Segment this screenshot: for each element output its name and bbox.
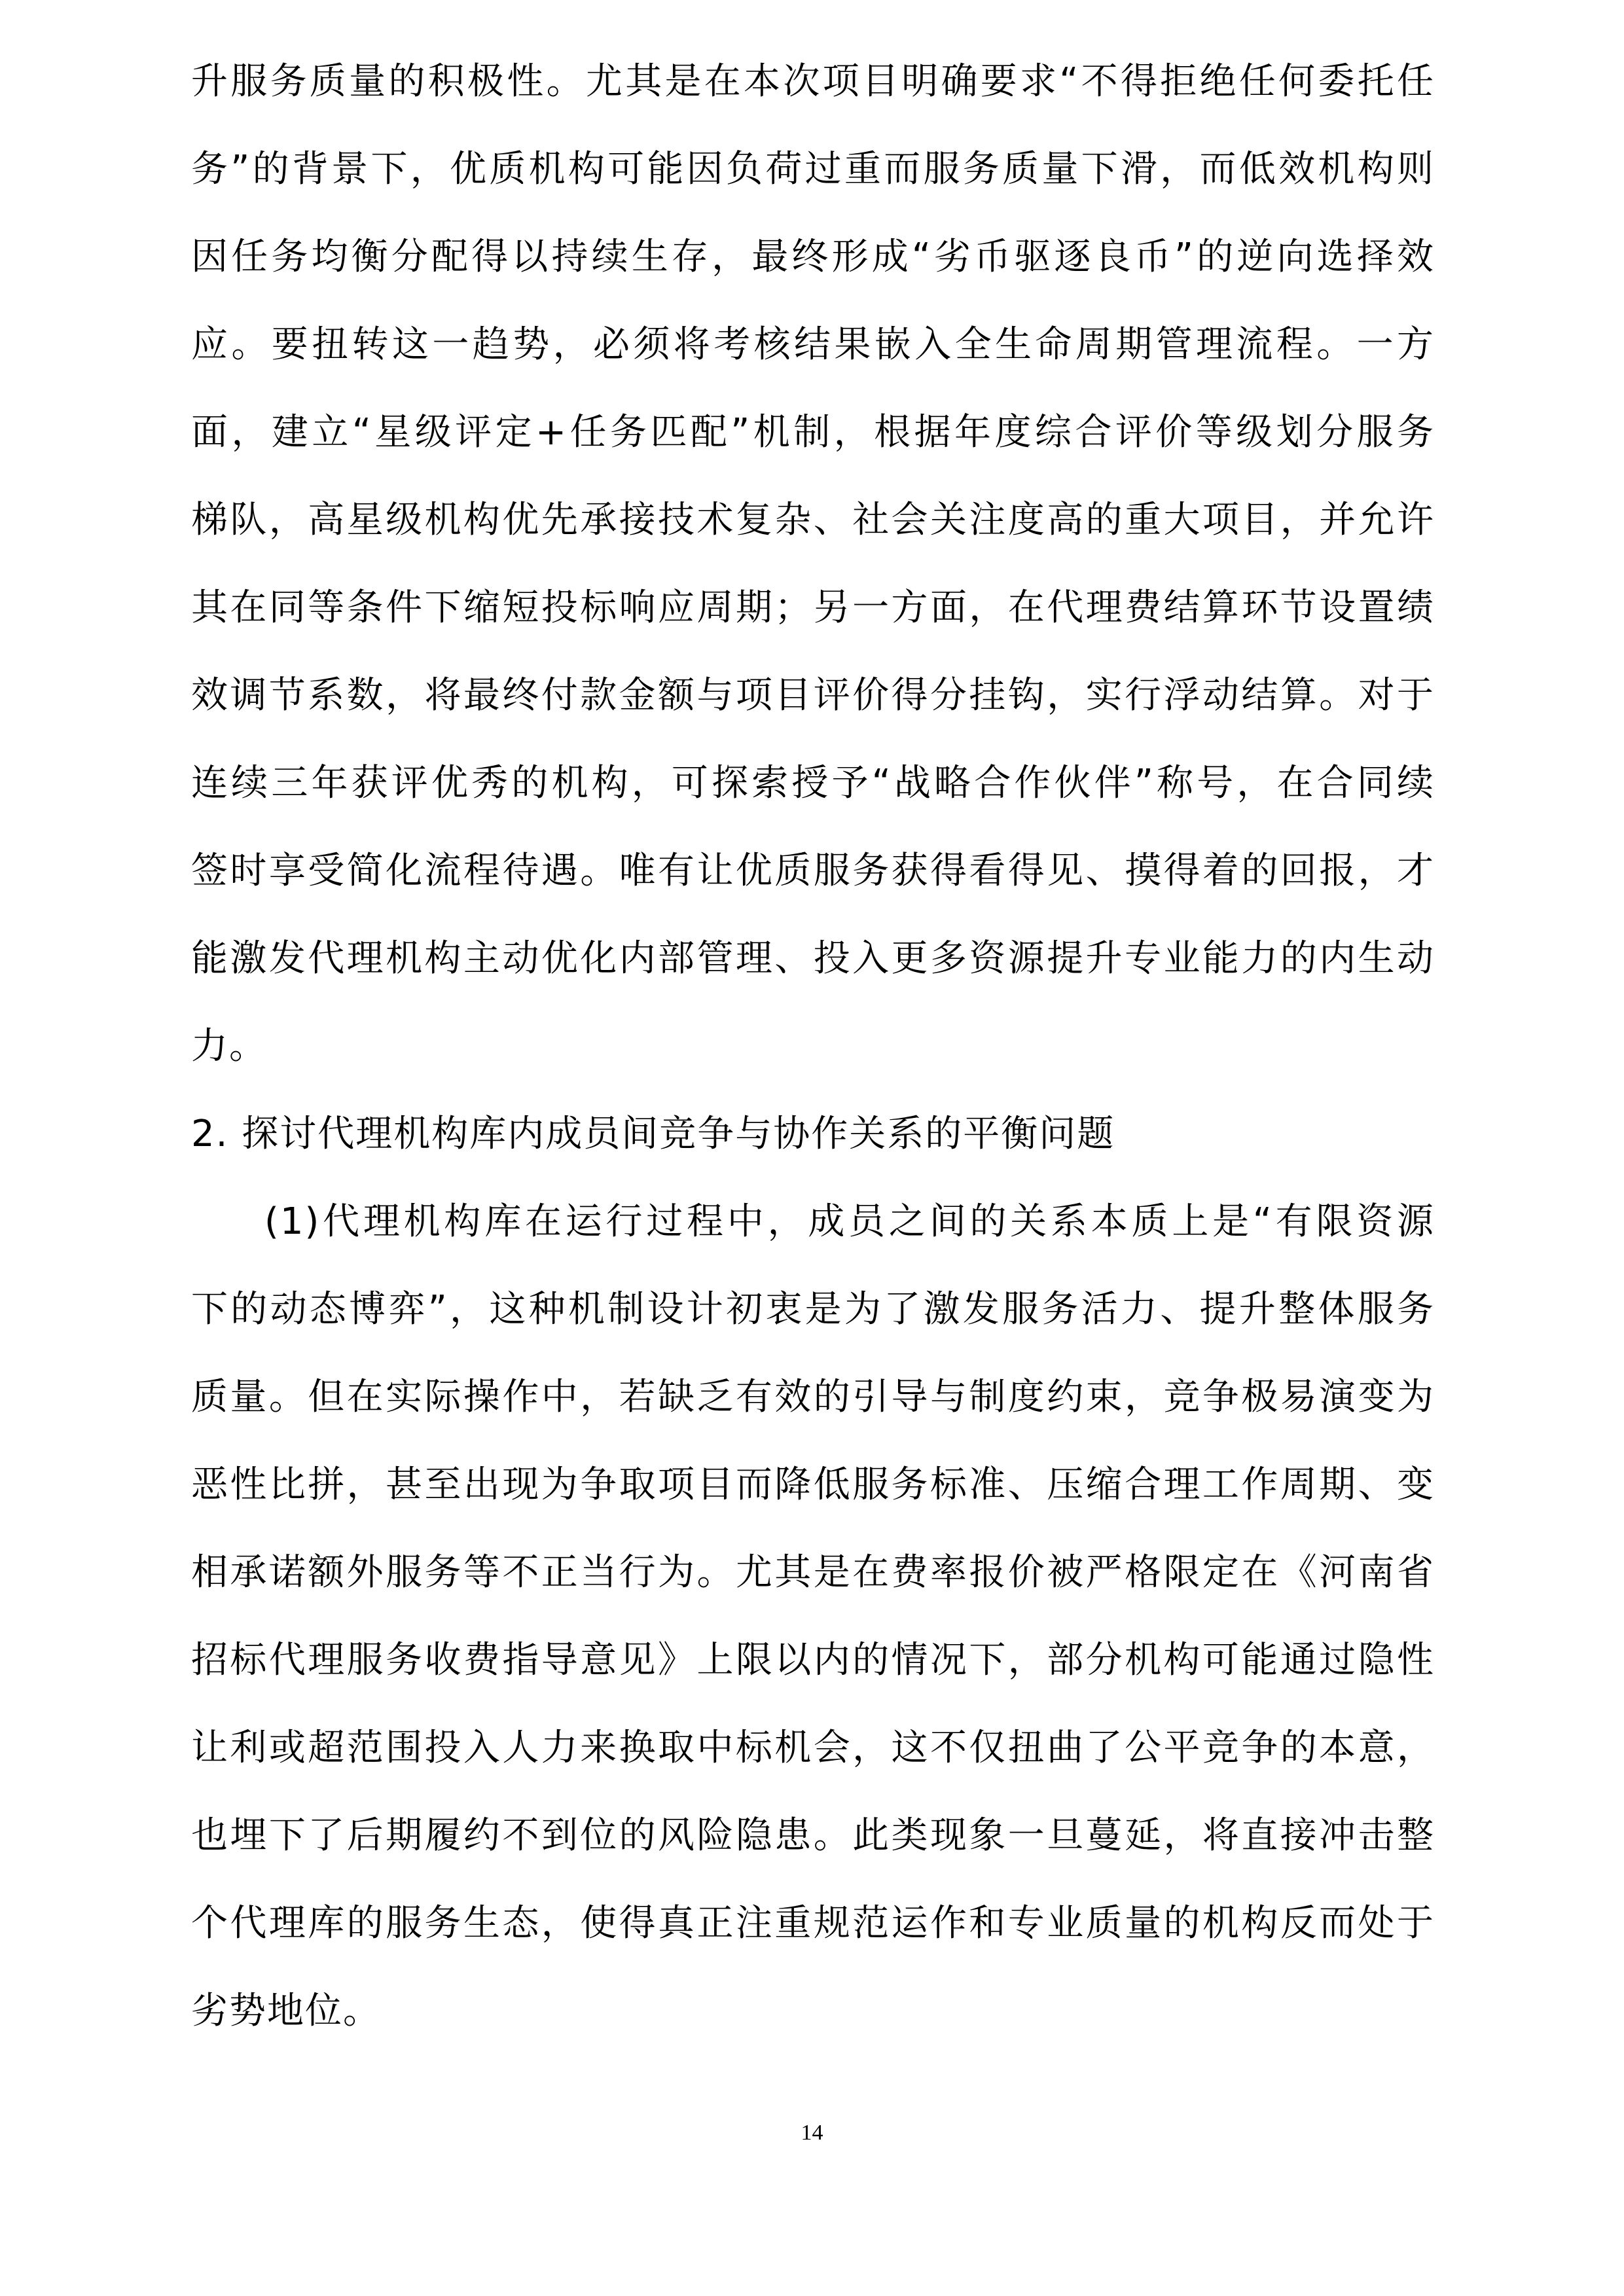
paragraph-line: 劣势地位。 [191,1990,381,2032]
paragraph-line: 能激发代理机构主动优化内部管理、投入更多资源提升专业能力的内生动 [191,937,1435,980]
section-heading: 2. 探讨代理机构库内成员间竞争与协作关系的平衡问题 [191,1113,1115,1155]
page-number: 14 [801,2121,823,2145]
paragraph-line: 应。要扭转这一趋势，必须将考核结果嵌入全生命周期管理流程。一方 [191,323,1435,366]
paragraph-line: 梯队，高星级机构优先承接技术复杂、社会关注度高的重大项目，并允许 [191,499,1435,541]
paragraph-line: 因任务均衡分配得以持续生存，最终形成“劣币驱逐良币”的逆向选择效 [191,236,1435,278]
paragraph-line: 签时享受简化流程待遇。唯有让优质服务获得看得见、摸得着的回报，才 [191,850,1435,892]
paragraph-line: 力。 [191,1025,267,1067]
paragraph-line: 也埋下了后期履约不到位的风险隐患。此类现象一旦蔓延，将直接冲击整 [191,1814,1435,1857]
paragraph-line: 个代理库的服务生态，使得真正注重规范运作和专业质量的机构反而处于 [191,1902,1435,1945]
page-body [191,38,1435,2055]
paragraph-line: 相承诺额外服务等不正当行为。尤其是在费率报价被严格限定在《河南省 [191,1551,1435,1594]
paragraph-line: (1)代理机构库在运行过程中，成员之间的关系本质上是“有限资源 [264,1200,1435,1243]
paragraph-line: 务”的背景下，优质机构可能因负荷过重而服务质量下滑，而低效机构则 [191,148,1435,190]
paragraph-line: 质量。但在实际操作中，若缺乏有效的引导与制度约束，竞争极易演变为 [191,1376,1435,1418]
paragraph-line: 连续三年获评优秀的机构，可探索授予“战略合作伙伴”称号，在合同续 [191,762,1435,804]
paragraph-line: 下的动态博弈”，这种机制设计初衷是为了激发服务活力、提升整体服务 [191,1288,1435,1331]
paragraph-line: 招标代理服务收费指导意见》上限以内的情况下，部分机构可能通过隐性 [191,1639,1435,1681]
paragraph-line: 其在同等条件下缩短投标响应周期；另一方面，在代理费结算环节设置绩 [191,586,1435,629]
paragraph-line: 面，建立“星级评定+任务匹配”机制，根据年度综合评价等级划分服务 [191,411,1435,454]
paragraph-line: 让利或超范围投入人力来换取中标机会，这不仅扭曲了公平竞争的本意， [191,1727,1435,1769]
paragraph-line: 恶性比拼，甚至出现为争取项目而降低服务标准、压缩合理工作周期、变 [191,1463,1435,1506]
paragraph-line: 效调节系数，将最终付款金额与项目评价得分挂钩，实行浮动结算。对于 [191,674,1435,717]
paragraph-line: 升服务质量的积极性。尤其是在本次项目明确要求“不得拒绝任何委托任 [191,60,1435,103]
